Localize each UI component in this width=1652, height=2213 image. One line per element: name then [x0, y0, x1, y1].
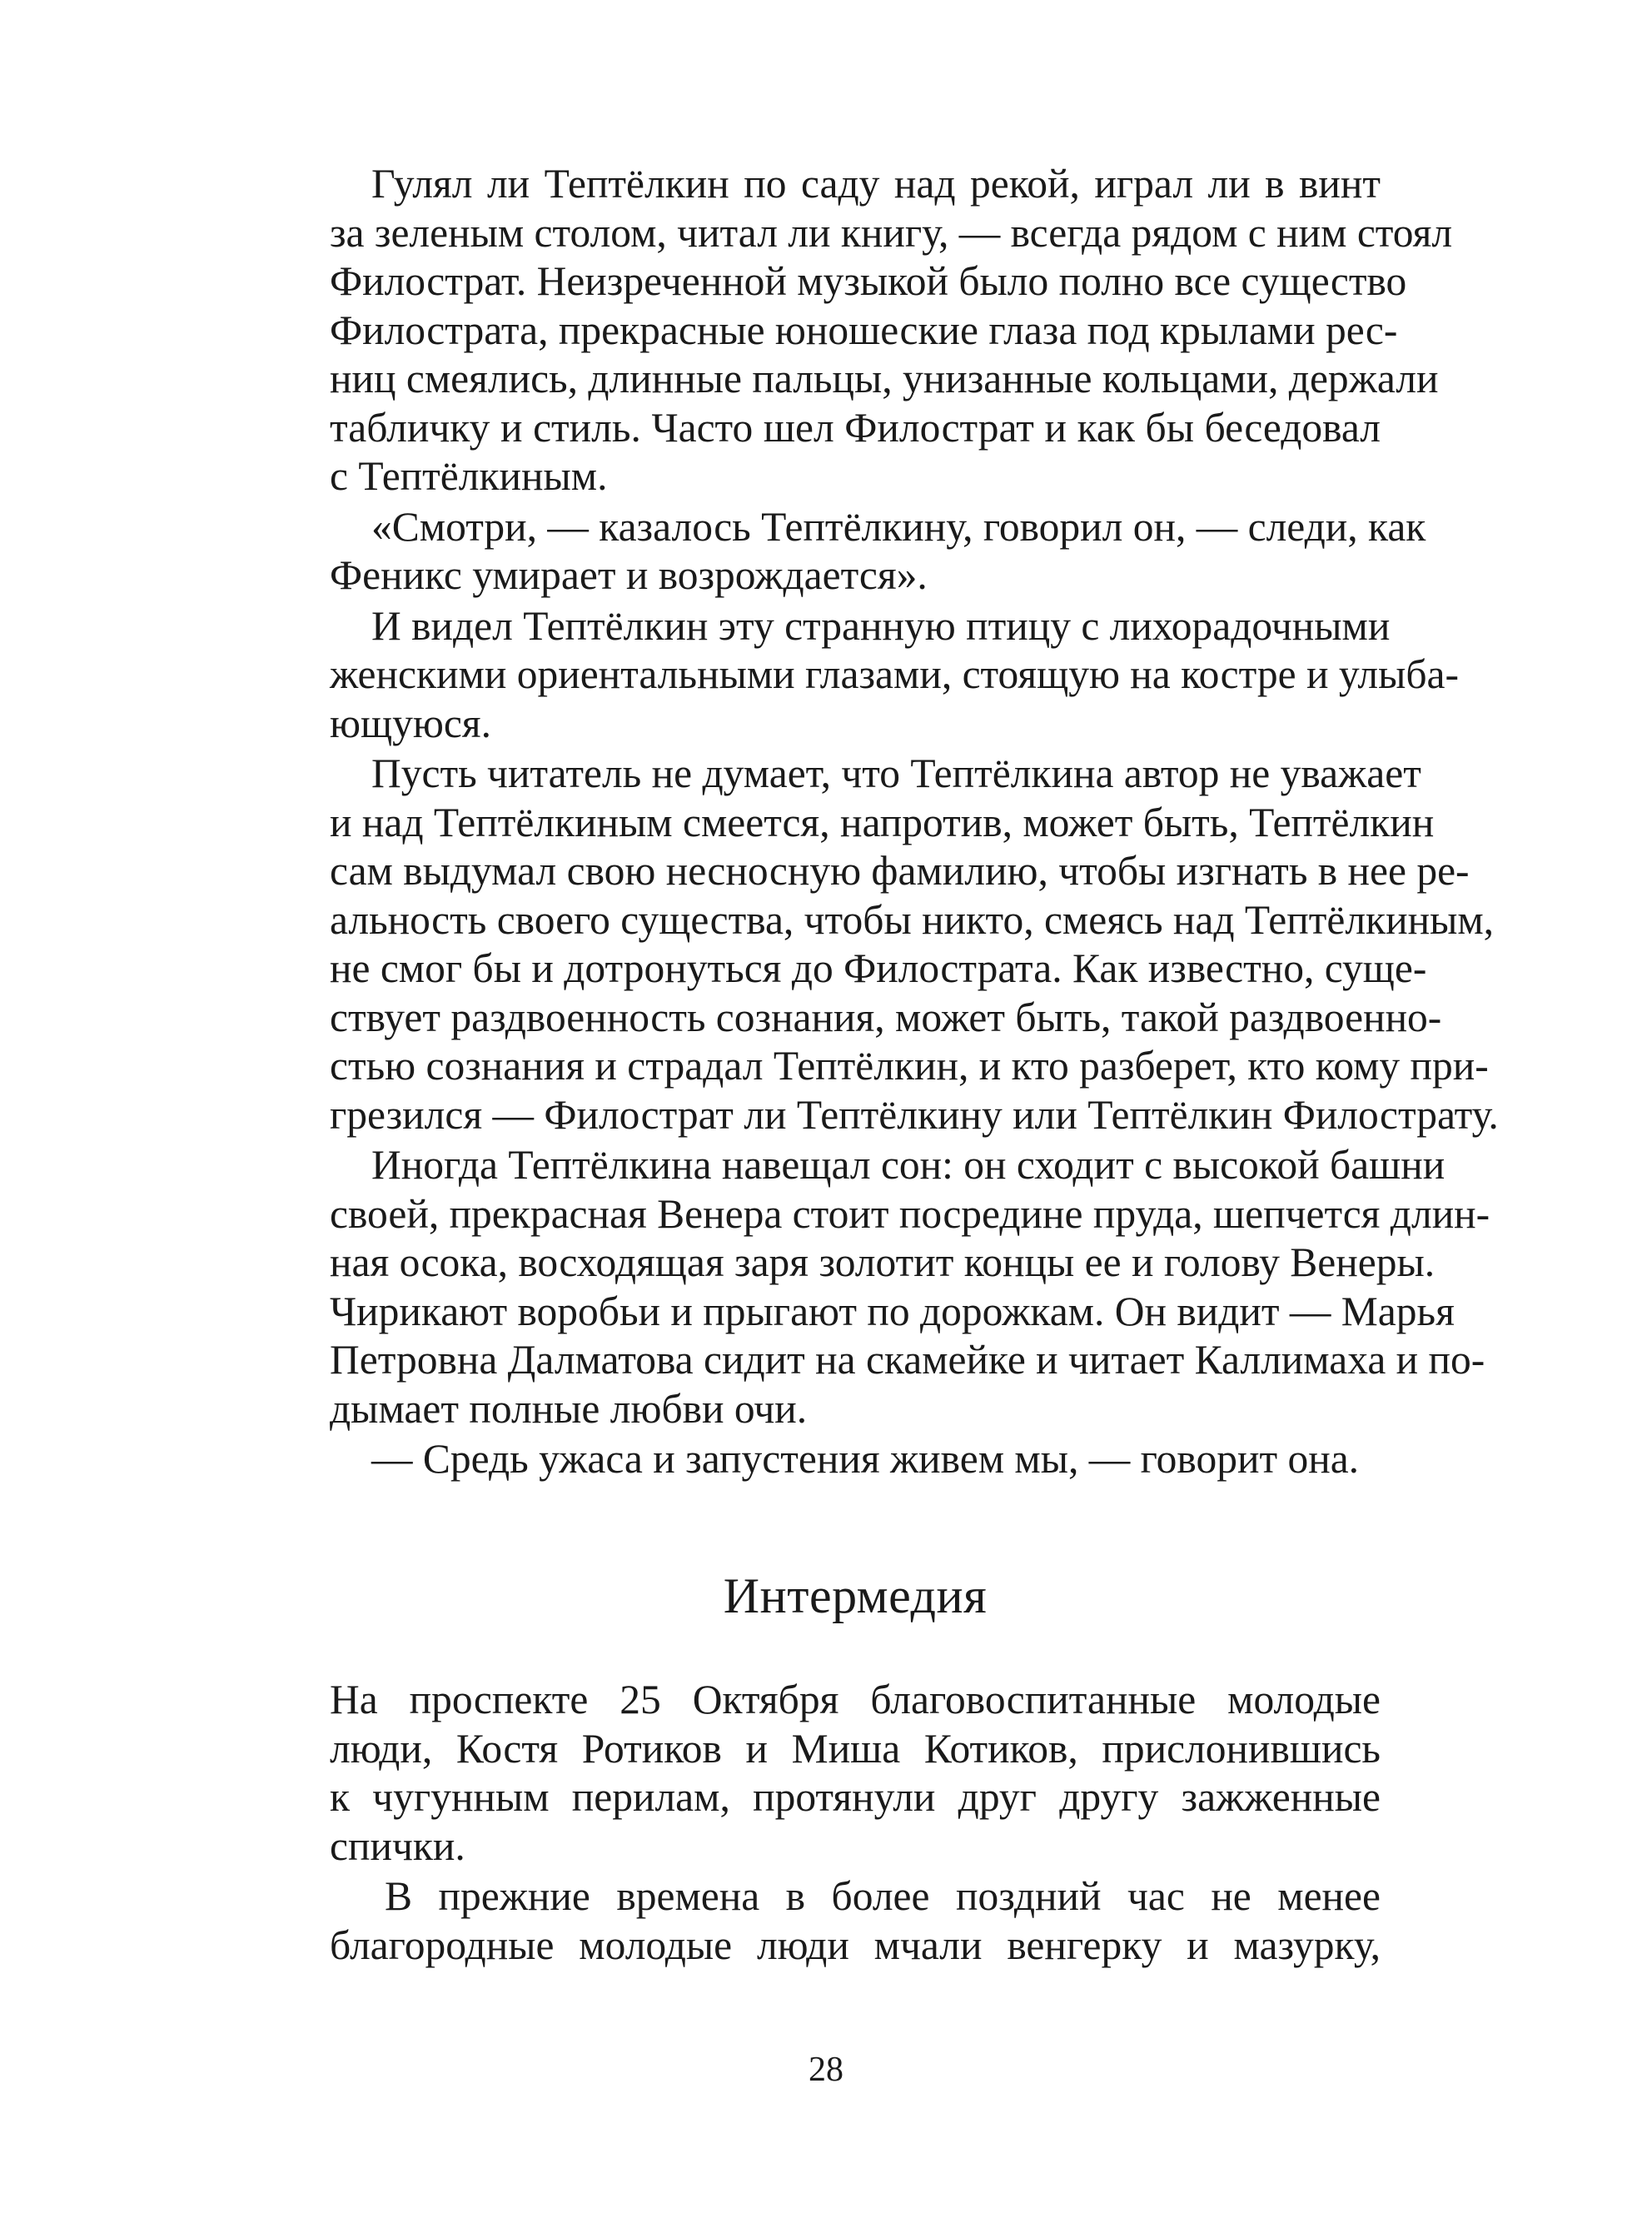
text-line: Феникс умирает и возрождается». [330, 552, 928, 598]
text-line: люди, Костя Ротиков и Миша Котиков, прислонившись [330, 1725, 1381, 1772]
text-line: Филострата, прекрасные юношеские глаза под крылами рес- [330, 307, 1398, 353]
text-line: Филострат. Неизреченной музыкой было полно все существо [330, 258, 1407, 304]
text-line: ющуюся. [330, 700, 491, 746]
text-line: спички. [330, 1822, 465, 1869]
body-text-section-1 [330, 160, 1499, 1486]
text-line: за зеленым столом, читал ли книгу, — всегда рядом с ним стоял [330, 209, 1453, 256]
text-line: и над Тептёлкиным смеется, напротив, может быть, Тептёлкин [330, 799, 1435, 845]
paragraph [330, 1872, 1381, 1970]
text-line: женскими ориентальными глазами, стоящую на костре и улыба- [330, 651, 1460, 697]
text-line: ная осока, восходящая заря золотит концы ее и голову Венеры. [330, 1239, 1436, 1285]
paragraph [330, 750, 1499, 1139]
text-line: В прежние времена в более поздний час не менее [385, 1873, 1381, 1919]
text-line: грезился — Филострат ли Тептёлкину или Тептёлкин Филострату. [330, 1091, 1499, 1138]
text-line: Чирикают воробьи и прыгают по дорожкам. Он видит — Марья [330, 1288, 1455, 1334]
text-line: Пусть читатель не думает, что Тептёлкина автор не уважает [371, 750, 1421, 796]
text-line: дымает полные любви очи. [330, 1385, 808, 1432]
text-line: Гулял ли Тептёлкин по саду над рекой, играл ли в винт [371, 161, 1381, 207]
text-line: На проспекте 25 Октября благовоспитанные молодые [330, 1677, 1381, 1722]
paragraph [330, 1676, 1381, 1871]
text-line: сам выдумал свою несносную фамилию, чтобы изгнать в нее ре- [330, 848, 1470, 894]
paragraph [330, 1435, 1381, 1484]
text-line: не смог бы и дотронуться до Филострата. Как известно, суще- [330, 945, 1427, 991]
text-line: «Смотри, — казалось Тептёлкину, говорил он, — следи, как [371, 503, 1426, 550]
paragraph [330, 503, 1426, 601]
section-heading: Интермедия [723, 1568, 988, 1623]
paragraph [330, 160, 1453, 501]
text-line: альность своего существа, чтобы никто, смеясь над Тептёлкиным, [330, 896, 1495, 943]
text-line: — Средь ужаса и запустения живем мы, — говорит она. [371, 1436, 1360, 1482]
text-line: с Тептёлкиным. [330, 453, 608, 499]
text-line: благородные молодые люди мчали венгерку и мазурку, [330, 1921, 1381, 1968]
paragraph [330, 602, 1460, 749]
text-line: И видел Тептёлкин эту странную птицу с лихорадочными [371, 602, 1391, 649]
text-line: табличку и стиль. Часто шел Филострат и как бы беседовал [330, 404, 1381, 451]
page-number: 28 [809, 2051, 843, 2089]
text-line: своей, прекрасная Венера стоит посредине пруда, шепчется длин- [330, 1190, 1490, 1237]
text-line: стью сознания и страдал Тептёлкин, и кто разберет, кто кому при- [330, 1043, 1489, 1089]
text-line: Иногда Тептёлкина навещал сон: он сходит с высокой башни [371, 1142, 1446, 1188]
text-line: ствует раздвоенность сознания, может быть, такой раздвоенно- [330, 994, 1442, 1040]
paragraph [330, 1141, 1490, 1433]
text-line: ниц смеялись, длинные пальцы, унизанные кольцами, держали [330, 356, 1439, 401]
body-text-section-2 [330, 1676, 1381, 1971]
text-line: Петровна Далматова сидит на скамейке и читает Каллимаха и по- [330, 1337, 1485, 1383]
text-line: к чугунным перилам, протянули друг другу зажженные [330, 1774, 1381, 1820]
